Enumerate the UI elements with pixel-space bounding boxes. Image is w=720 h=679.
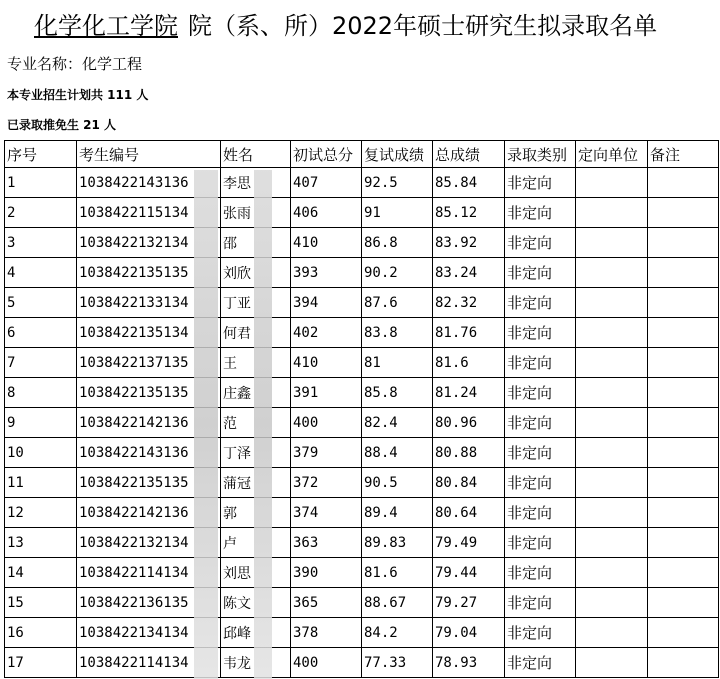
total-score: 79.49 — [433, 528, 505, 558]
admission-category: 非定向 — [505, 438, 576, 468]
target-unit — [576, 288, 648, 318]
remarks — [648, 648, 719, 678]
target-unit — [576, 618, 648, 648]
total-score: 83.92 — [433, 228, 505, 258]
table-body — [5, 168, 719, 678]
prelim-score: 410 — [291, 348, 362, 378]
table-row — [5, 438, 719, 468]
retest-score: 90.2 — [362, 258, 433, 288]
table-row — [5, 618, 719, 648]
prelim-score: 407 — [291, 168, 362, 198]
header-cell: 考生编号 — [77, 141, 221, 168]
row-number: 17 — [5, 648, 77, 678]
candidate-id: 1038422142136 — [77, 408, 221, 438]
total-score: 81.76 — [433, 318, 505, 348]
header-cell: 初试总分 — [291, 141, 362, 168]
admission-category: 非定向 — [505, 528, 576, 558]
admission-category: 非定向 — [505, 468, 576, 498]
table-row — [5, 378, 719, 408]
prelim-score: 365 — [291, 588, 362, 618]
prelim-score: 372 — [291, 468, 362, 498]
candidate-id: 1038422135134 — [77, 318, 221, 348]
retest-score: 89.83 — [362, 528, 433, 558]
total-score: 81.24 — [433, 378, 505, 408]
header-cell: 序号 — [5, 141, 77, 168]
prelim-score: 410 — [291, 228, 362, 258]
candidate-name: 庄鑫 — [221, 378, 291, 408]
admission-category: 非定向 — [505, 348, 576, 378]
remarks — [648, 498, 719, 528]
table-row — [5, 498, 719, 528]
prelim-score: 379 — [291, 438, 362, 468]
table-row — [5, 168, 719, 198]
target-unit — [576, 498, 648, 528]
target-unit — [576, 528, 648, 558]
candidate-id: 1038422115134 — [77, 198, 221, 228]
total-score: 80.64 — [433, 498, 505, 528]
total-score: 80.84 — [433, 468, 505, 498]
row-number: 4 — [5, 258, 77, 288]
candidate-name: 丁泽 — [221, 438, 291, 468]
target-unit — [576, 558, 648, 588]
total-score: 80.88 — [433, 438, 505, 468]
row-number: 13 — [5, 528, 77, 558]
row-number: 6 — [5, 318, 77, 348]
header-cell: 总成绩 — [433, 141, 505, 168]
row-number: 16 — [5, 618, 77, 648]
retest-score: 85.8 — [362, 378, 433, 408]
admission-category: 非定向 — [505, 258, 576, 288]
candidate-id: 1038422133134 — [77, 288, 221, 318]
retest-score: 81.6 — [362, 558, 433, 588]
candidate-id: 1038422114134 — [77, 648, 221, 678]
target-unit — [576, 378, 648, 408]
target-unit — [576, 168, 648, 198]
row-number: 15 — [5, 588, 77, 618]
candidate-id: 1038422143136 — [77, 438, 221, 468]
total-score: 79.04 — [433, 618, 505, 648]
candidate-id: 1038422135135 — [77, 258, 221, 288]
total-score: 85.12 — [433, 198, 505, 228]
row-number: 2 — [5, 198, 77, 228]
total-score: 82.32 — [433, 288, 505, 318]
admission-category: 非定向 — [505, 318, 576, 348]
admission-category: 非定向 — [505, 198, 576, 228]
privacy-blur-id — [194, 170, 218, 679]
remarks — [648, 468, 719, 498]
admitted-exempt-count: 已录取推免生 21 人 — [7, 118, 117, 132]
remarks — [648, 348, 719, 378]
table-row — [5, 588, 719, 618]
admission-category: 非定向 — [505, 558, 576, 588]
header-cell: 备注 — [648, 141, 719, 168]
title-school: 化学化工学院 — [34, 12, 178, 40]
prelim-score: 402 — [291, 318, 362, 348]
candidate-id: 1038422132134 — [77, 528, 221, 558]
remarks — [648, 288, 719, 318]
prelim-score: 378 — [291, 618, 362, 648]
row-number: 8 — [5, 378, 77, 408]
document-title — [0, 4, 720, 48]
target-unit — [576, 318, 648, 348]
admission-category: 非定向 — [505, 378, 576, 408]
admission-category: 非定向 — [505, 228, 576, 258]
row-number: 7 — [5, 348, 77, 378]
table-row — [5, 408, 719, 438]
target-unit — [576, 408, 648, 438]
target-unit — [576, 438, 648, 468]
candidate-name: 卢 — [221, 528, 291, 558]
candidate-name: 王 — [221, 348, 291, 378]
admission-category: 非定向 — [505, 588, 576, 618]
row-number: 5 — [5, 288, 77, 318]
remarks — [648, 378, 719, 408]
retest-score: 91 — [362, 198, 433, 228]
remarks — [648, 318, 719, 348]
remarks — [648, 558, 719, 588]
header-cell: 录取类别 — [505, 141, 576, 168]
row-number: 11 — [5, 468, 77, 498]
table-row — [5, 228, 719, 258]
prelim-score: 374 — [291, 498, 362, 528]
target-unit — [576, 588, 648, 618]
candidate-name: 何君 — [221, 318, 291, 348]
table-header-row — [5, 141, 719, 168]
target-unit — [576, 348, 648, 378]
candidate-name: 陈文 — [221, 588, 291, 618]
retest-score: 84.2 — [362, 618, 433, 648]
candidate-id: 1038422142136 — [77, 498, 221, 528]
prelim-score: 363 — [291, 528, 362, 558]
prelim-score: 400 — [291, 648, 362, 678]
candidate-name: 邵 — [221, 228, 291, 258]
enrollment-plan: 本专业招生计划共 111 人 — [7, 88, 149, 102]
retest-score: 92.5 — [362, 168, 433, 198]
candidate-name: 郭 — [221, 498, 291, 528]
total-score: 79.44 — [433, 558, 505, 588]
candidate-id: 1038422135135 — [77, 378, 221, 408]
candidate-name: 刘欣 — [221, 258, 291, 288]
candidate-id: 1038422137135 — [77, 348, 221, 378]
candidate-id: 1038422136135 — [77, 588, 221, 618]
prelim-score: 393 — [291, 258, 362, 288]
total-score: 79.27 — [433, 588, 505, 618]
row-number: 12 — [5, 498, 77, 528]
table-row — [5, 258, 719, 288]
retest-score: 88.4 — [362, 438, 433, 468]
remarks — [648, 618, 719, 648]
candidate-id: 1038422143136 — [77, 168, 221, 198]
candidate-id: 1038422114134 — [77, 558, 221, 588]
header-cell: 定向单位 — [576, 141, 648, 168]
remarks — [648, 228, 719, 258]
row-number: 14 — [5, 558, 77, 588]
total-score: 81.6 — [433, 348, 505, 378]
prelim-score: 400 — [291, 408, 362, 438]
admission-category: 非定向 — [505, 648, 576, 678]
candidate-name: 刘思 — [221, 558, 291, 588]
admission-category: 非定向 — [505, 288, 576, 318]
remarks — [648, 528, 719, 558]
total-score: 85.84 — [433, 168, 505, 198]
admission-category: 非定向 — [505, 168, 576, 198]
retest-score: 81 — [362, 348, 433, 378]
row-number: 10 — [5, 438, 77, 468]
prelim-score: 406 — [291, 198, 362, 228]
candidate-name: 范 — [221, 408, 291, 438]
remarks — [648, 168, 719, 198]
header-cell: 复试成绩 — [362, 141, 433, 168]
candidate-name: 韦龙 — [221, 648, 291, 678]
candidate-id: 1038422135135 — [77, 468, 221, 498]
privacy-blur-name — [254, 170, 272, 679]
admission-category: 非定向 — [505, 498, 576, 528]
candidate-name: 蒲冠 — [221, 468, 291, 498]
table-row — [5, 198, 719, 228]
admission-table — [4, 140, 719, 678]
candidate-name: 丁亚 — [221, 288, 291, 318]
table-row — [5, 348, 719, 378]
target-unit — [576, 228, 648, 258]
remarks — [648, 588, 719, 618]
major-name: 专业名称：化学工程 — [7, 55, 143, 73]
prelim-score: 394 — [291, 288, 362, 318]
retest-score: 88.67 — [362, 588, 433, 618]
table-row — [5, 528, 719, 558]
candidate-name: 李思 — [221, 168, 291, 198]
remarks — [648, 408, 719, 438]
table-row — [5, 558, 719, 588]
row-number: 1 — [5, 168, 77, 198]
title-rest: 院（系、所）2022年硕士研究生拟录取名单 — [188, 12, 658, 40]
retest-score: 87.6 — [362, 288, 433, 318]
candidate-id: 1038422134134 — [77, 618, 221, 648]
retest-score: 86.8 — [362, 228, 433, 258]
retest-score: 89.4 — [362, 498, 433, 528]
target-unit — [576, 468, 648, 498]
table-row — [5, 288, 719, 318]
total-score: 83.24 — [433, 258, 505, 288]
table-row — [5, 468, 719, 498]
target-unit — [576, 648, 648, 678]
candidate-name: 张雨 — [221, 198, 291, 228]
admission-category: 非定向 — [505, 618, 576, 648]
retest-score: 83.8 — [362, 318, 433, 348]
prelim-score: 391 — [291, 378, 362, 408]
admission-category: 非定向 — [505, 408, 576, 438]
prelim-score: 390 — [291, 558, 362, 588]
table-row — [5, 318, 719, 348]
retest-score: 90.5 — [362, 468, 433, 498]
retest-score: 82.4 — [362, 408, 433, 438]
target-unit — [576, 258, 648, 288]
remarks — [648, 438, 719, 468]
total-score: 80.96 — [433, 408, 505, 438]
row-number: 3 — [5, 228, 77, 258]
total-score: 78.93 — [433, 648, 505, 678]
candidate-name: 邱峰 — [221, 618, 291, 648]
table-row — [5, 648, 719, 678]
retest-score: 77.33 — [362, 648, 433, 678]
remarks — [648, 258, 719, 288]
target-unit — [576, 198, 648, 228]
row-number: 9 — [5, 408, 77, 438]
header-cell: 姓名 — [221, 141, 291, 168]
candidate-id: 1038422132134 — [77, 228, 221, 258]
remarks — [648, 198, 719, 228]
